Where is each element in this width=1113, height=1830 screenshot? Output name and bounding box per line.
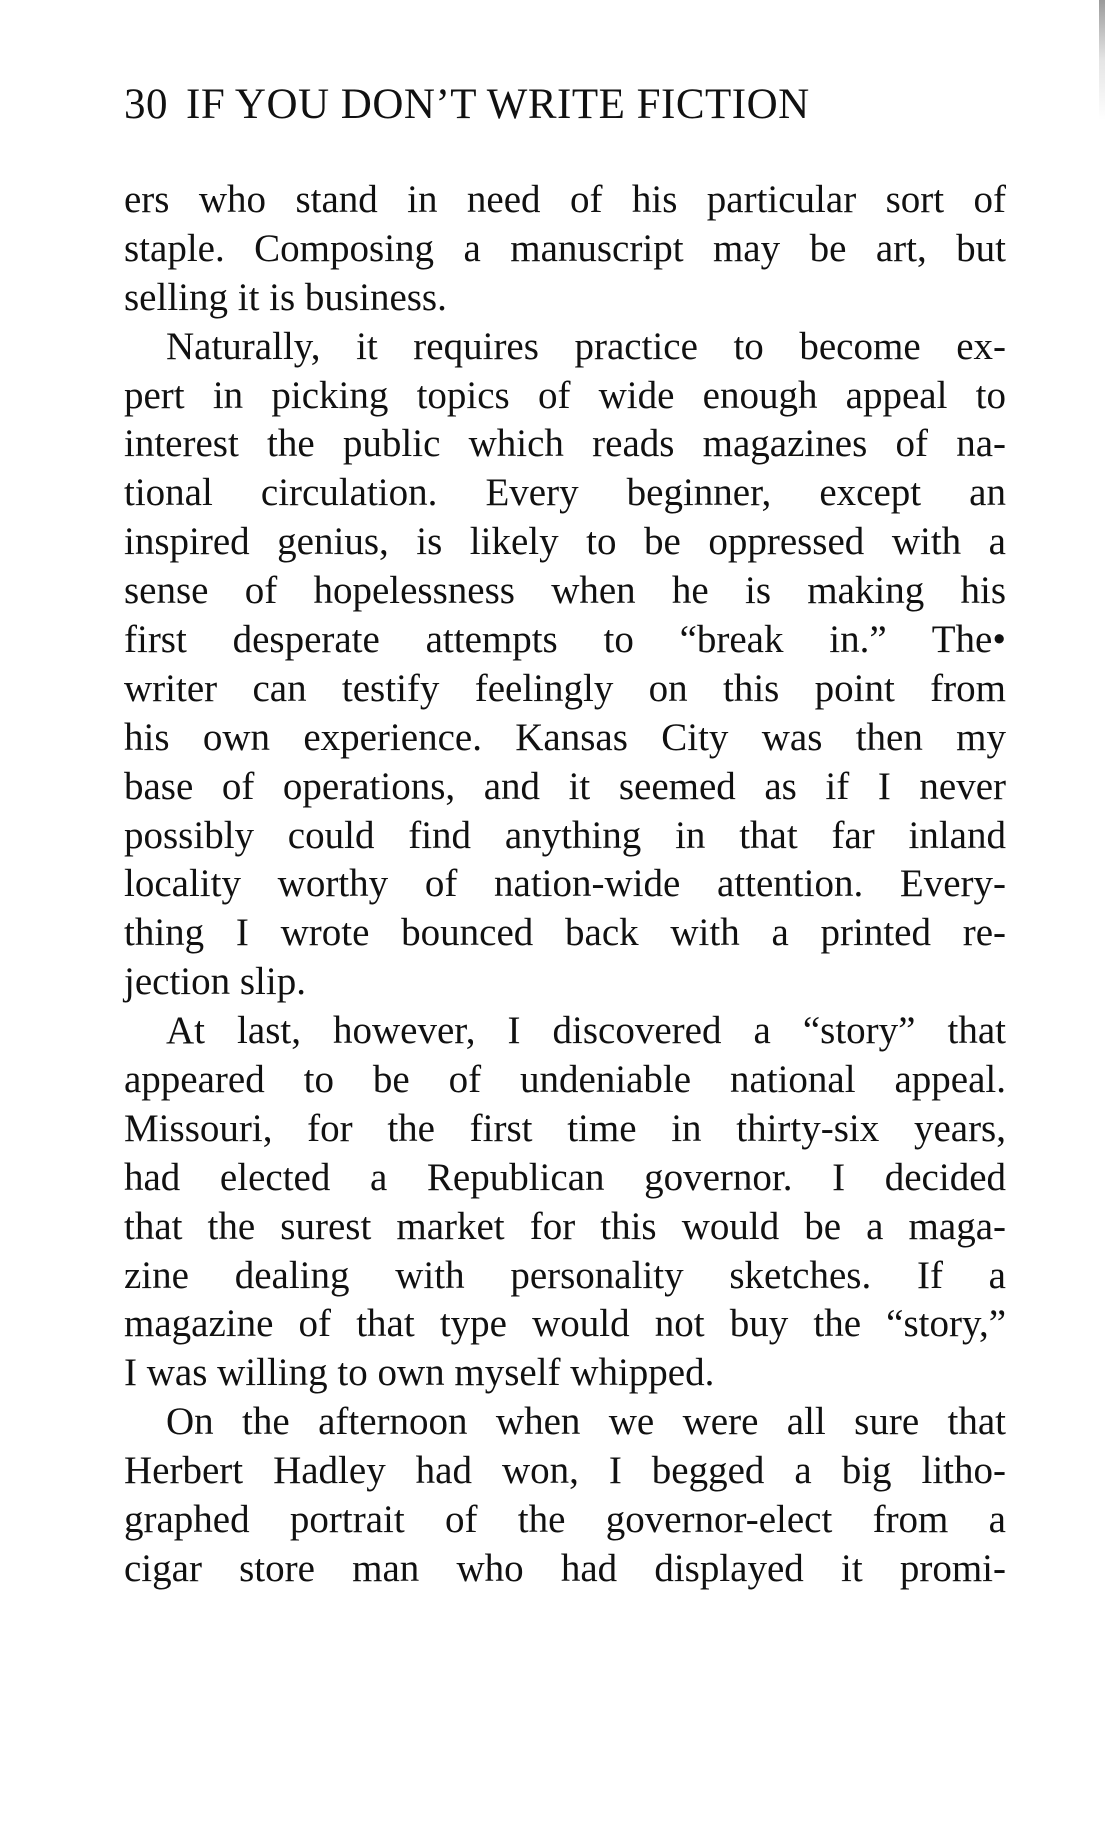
text-line: On the afternoon when we were all sure that [166, 1400, 1006, 1444]
text-line: locality worthy of nation-wide attention. Every- [124, 862, 1006, 906]
text-line: ers who stand in need of his particular sort of [124, 178, 1006, 221]
text-line: I was willing to own myself whipped. [124, 1351, 715, 1395]
text-line: writer can testify feelingly on this point from [124, 666, 1006, 710]
text-line: Missouri, for the first time in thirty-six years, [124, 1106, 1006, 1150]
text-line: interest the public which reads magazines of na- [124, 422, 1006, 466]
page-edge-shadow [1099, 0, 1105, 120]
text-line: base of operations, and it seemed as if I never [124, 764, 1006, 808]
text-line: inspired genius, is likely to be oppressed with a [124, 520, 1006, 564]
text-line: selling it is business. [124, 275, 447, 319]
text-line: graphed portrait of the governor-elect from a [124, 1498, 1006, 1542]
text-line: had elected a Republican governor. I decided [124, 1155, 1006, 1199]
text-line: tional circulation. Every beginner, except an [124, 471, 1006, 515]
page-number: 30 [124, 81, 168, 128]
text-line: thing I wrote bounced back with a printed re- [124, 911, 1006, 955]
body-text [124, 176, 1006, 1594]
text-line: that the surest market for this would be a maga- [124, 1204, 1006, 1248]
text-line: sense of hopelessness when he is making his [124, 569, 1006, 613]
running-title: IF YOU DON’T WRITE FICTION [186, 81, 810, 128]
text-line: Naturally, it requires practice to become ex- [166, 324, 1006, 368]
text-line: first desperate attempts to “break in.” The• [124, 618, 1006, 662]
text-line: Herbert Hadley had won, I begged a big litho- [124, 1449, 1006, 1493]
text-line: At last, however, I discovered a “story” that [166, 1009, 1006, 1053]
text-line: appeared to be of undeniable national appeal. [124, 1058, 1006, 1102]
text-line: magazine of that type would not buy the “story,” [124, 1302, 1006, 1346]
text-line: his own experience. Kansas City was then my [124, 715, 1006, 759]
text-line: cigar store man who had displayed it promi- [124, 1546, 1006, 1590]
text-line: pert in picking topics of wide enough appeal to [124, 373, 1006, 417]
running-head [124, 80, 810, 130]
text-line: possibly could find anything in that far inland [124, 813, 1006, 857]
text-line: jection slip. [124, 960, 306, 1004]
text-line: staple. Composing a manuscript may be art, but [124, 226, 1006, 270]
text-line: zine dealing with personality sketches. If a [124, 1253, 1006, 1297]
